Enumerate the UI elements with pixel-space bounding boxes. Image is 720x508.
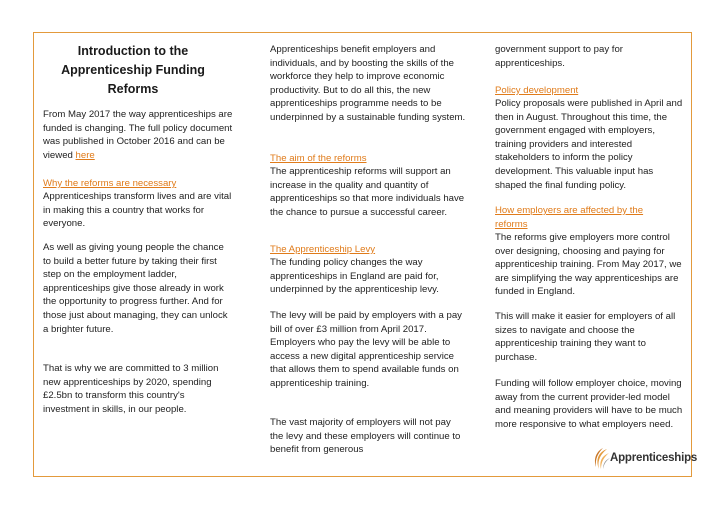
benefit-paragraph: Apprenticeships benefit employers and individuals, and by boosting the skills of the workforce they help to improve economic productivity. But to do all this, the new apprenticeships programme needs to be underpinned by a sustainable funding system.: [270, 44, 466, 123]
commitment-paragraph: That is why we are committed to 3 million new apprenticeships by 2020, spending £2.5bn to transform this country's investment in skills, in our people.: [43, 363, 219, 415]
levy-paid-paragraph: The levy will be paid by employers with a pay bill of over £3 million from April 2017. Employers who pay the levy will be able to access a new digital apprenticeship service that allows them to spend available funds on apprenticeship training.: [270, 310, 462, 389]
apprenticeships-logo: [591, 447, 698, 471]
intro-paragraph: [43, 108, 233, 162]
intro-text: From May 2017 the way apprenticeships are funded is changing. The full policy document was published in October 2016 and can be viewed: [43, 109, 233, 161]
majority-paragraph: The vast majority of employers will not pay the levy and these employers will continue to benefit from generous: [270, 417, 461, 456]
funding-text: Funding will follow employer choice, moving away from the current provider-led model and meaning providers will have to be much more responsive to what employers need.: [495, 378, 683, 430]
aim-text: The apprenticeship reforms will support an increase in the quality and quantity of apprenticeships so that more individuals have the chance to pursue a successful career.: [270, 166, 465, 218]
swoosh-icon: [591, 447, 611, 471]
why-text: Apprenticeships transform lives and are vital in making this a country that works for everyone.: [43, 191, 232, 230]
heading-aim[interactable]: The aim of the reforms: [270, 153, 367, 164]
young-people-paragraph: As well as giving young people the chance to build a better future by taking their first step on the employment ladder, apprenticeships give those already in work the opportunity to progress further. And for those just about managing, they can unlock a brighter future.: [43, 242, 228, 335]
page-title: Introduction to the Apprenticeship Funding Reforms: [61, 44, 205, 96]
heading-employers[interactable]: How employers are affected by the reforms: [495, 205, 644, 230]
support-text: government support to pay for apprenticeships.: [495, 44, 623, 69]
employers-text: The reforms give employers more control over designing, choosing and paying for apprenticeship training. From May 2017, we are simplifying the way apprenticeships are funded in England.: [495, 232, 682, 298]
policy-text: Policy proposals were published in April and then in August. Throughout this time, the government engaged with employers, training providers and interested stakeholders to inform the policy development. This valuable input has shaped the final funding policy.: [495, 98, 683, 191]
heading-why-reforms[interactable]: Why the reforms are necessary: [43, 178, 177, 189]
heading-policy[interactable]: Policy development: [495, 85, 579, 96]
levy-text: The funding policy changes the way apprenticeships in England are paid for, underpinned by the apprenticeship levy.: [270, 257, 439, 296]
easier-text: This will make it easier for employers of all sizes to navigate and choose the apprenticeship training they want to purchase.: [495, 311, 676, 363]
logo-text: Apprenticeships: [610, 452, 698, 464]
here-link[interactable]: here: [75, 149, 95, 161]
heading-levy[interactable]: The Apprenticeship Levy: [270, 244, 376, 255]
